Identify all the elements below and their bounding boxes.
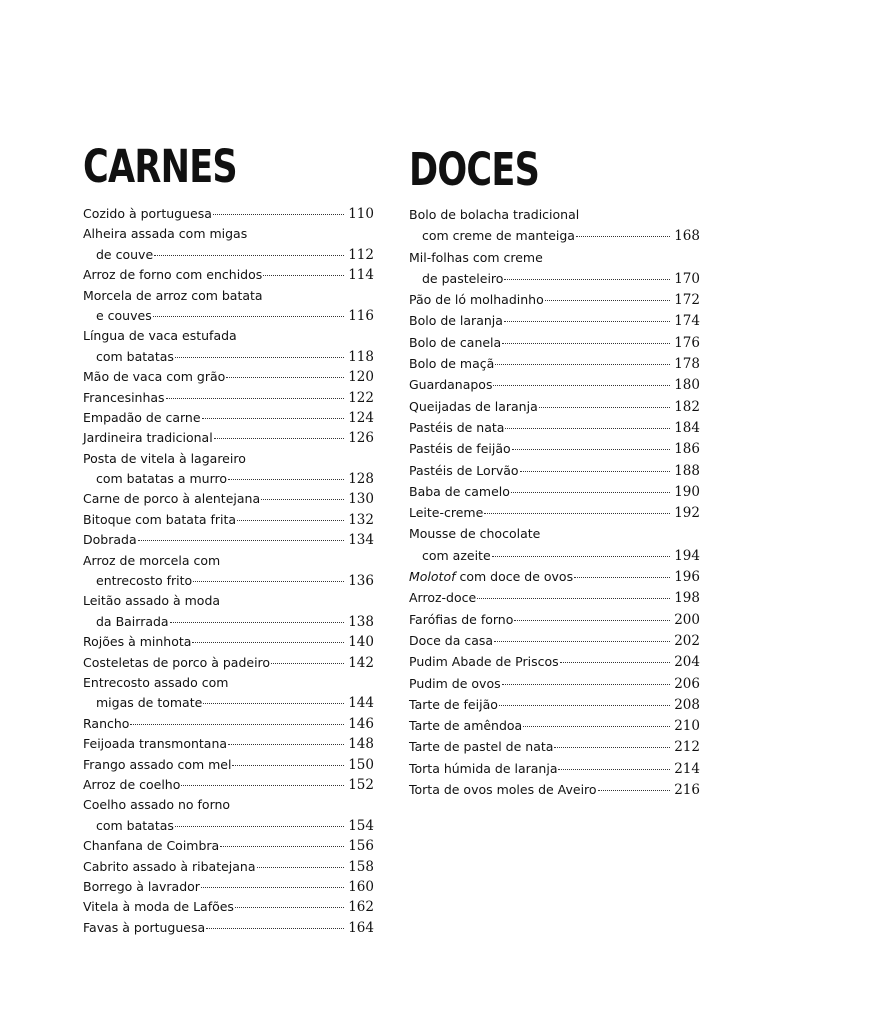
entry-line — [83, 899, 374, 919]
page-number: 118 — [348, 348, 374, 365]
entry-line — [409, 420, 700, 441]
entry-title: com azeite — [422, 547, 491, 563]
dot-leader — [213, 214, 344, 215]
toc-entry — [83, 390, 374, 410]
page-number: 188 — [674, 462, 700, 479]
entry-title: Rojões à minhota — [83, 634, 192, 650]
toc-entry — [83, 920, 374, 940]
page-number: 174 — [674, 313, 700, 330]
dot-leader — [499, 705, 670, 706]
dot-leader — [138, 540, 344, 541]
page-number: 112 — [348, 246, 374, 263]
page-number: 124 — [348, 409, 374, 426]
page-number: 196 — [674, 569, 700, 586]
entry-line — [409, 548, 700, 569]
entry-title: Língua de vaca estufada — [83, 328, 237, 344]
entry-line — [409, 313, 700, 334]
page-number: 168 — [674, 228, 700, 245]
dot-leader — [153, 316, 344, 317]
page-number: 192 — [674, 505, 700, 522]
entry-title: Doce da casa — [409, 632, 494, 648]
toc-entry — [83, 757, 374, 777]
entry-title: da Bairrada — [96, 613, 169, 629]
entry-line — [83, 614, 374, 634]
entry-line — [409, 356, 700, 377]
entry-line — [409, 463, 700, 484]
entry-title: Farófias de forno — [409, 611, 514, 627]
page-number: 162 — [348, 899, 374, 916]
page-number: 142 — [348, 654, 374, 671]
toc-entry — [409, 569, 700, 590]
dot-leader — [214, 438, 344, 439]
entry-title: Mousse de chocolate — [409, 526, 541, 542]
entry-title: Leite-creme — [409, 505, 484, 521]
entry-line — [409, 612, 700, 633]
dot-leader — [502, 343, 670, 344]
entry-title: Tarte de feijão — [409, 696, 498, 712]
entry-title: Arroz de coelho — [83, 776, 181, 792]
page-number: 138 — [348, 613, 374, 630]
toc-entry — [83, 226, 374, 267]
entry-title: Vitela à moda de Lafões — [83, 899, 234, 915]
entry-line — [409, 207, 700, 228]
entry-title: de pasteleiro — [422, 270, 504, 286]
entry-title: com creme de manteiga — [422, 228, 575, 244]
toc-entry — [83, 736, 374, 756]
dot-leader — [175, 826, 344, 827]
entry-line — [409, 399, 700, 420]
page-number: 170 — [674, 270, 700, 287]
entry-title: Alheira assada com migas — [83, 226, 248, 242]
toc-entry — [83, 859, 374, 879]
entry-line — [409, 441, 700, 462]
page-number: 198 — [674, 590, 700, 607]
entry-line — [409, 676, 700, 697]
dot-leader — [504, 321, 670, 322]
dot-leader — [484, 513, 670, 514]
dot-leader — [539, 407, 670, 408]
dot-leader — [154, 255, 344, 256]
page-number: 128 — [348, 471, 374, 488]
dot-leader — [235, 907, 344, 908]
dot-leader — [511, 492, 670, 493]
entry-line — [409, 590, 700, 611]
carnes-entry-list — [83, 206, 374, 940]
entry-line — [83, 430, 374, 450]
entry-title: Morcela de arroz com batata — [83, 287, 263, 303]
dot-leader — [228, 479, 344, 480]
dot-leader — [193, 581, 344, 582]
entry-line — [83, 695, 374, 715]
entry-title: Baba de camelo — [409, 483, 510, 499]
entry-title: Carne de porco à alentejana — [83, 491, 261, 507]
entry-line — [83, 675, 374, 695]
dot-leader — [206, 928, 344, 929]
entry-line — [83, 573, 374, 593]
dot-leader — [170, 622, 344, 623]
dot-leader — [558, 769, 670, 770]
toc-entry — [409, 782, 700, 803]
entry-title: com batatas a murro — [96, 471, 228, 487]
entry-title: Pastéis de feijão — [409, 441, 511, 457]
page-number: 154 — [348, 817, 374, 834]
page-number: 160 — [348, 878, 374, 895]
entry-line — [83, 328, 374, 348]
entry-line — [409, 377, 700, 398]
toc-entry — [83, 716, 374, 736]
page-number: 180 — [674, 377, 700, 394]
dot-leader — [166, 398, 344, 399]
dot-leader — [232, 765, 344, 766]
entry-title: Torta húmida de laranja — [409, 760, 558, 776]
entry-title: Frango assado com mel — [83, 756, 232, 772]
entry-title: Torta de ovos moles de Aveiro — [409, 782, 597, 798]
entry-title: Cabrito assado à ribatejana — [83, 858, 256, 874]
dot-leader — [598, 790, 670, 791]
dot-leader — [263, 275, 344, 276]
dot-leader — [574, 577, 670, 578]
dot-leader — [514, 620, 670, 621]
entry-title: Pastéis de Lorvão — [409, 462, 519, 478]
dot-leader — [130, 724, 344, 725]
page-number: 114 — [348, 267, 374, 284]
entry-line — [83, 512, 374, 532]
entry-line — [83, 777, 374, 797]
toc-entry — [409, 207, 700, 250]
entry-line — [83, 267, 374, 287]
toc-entry — [409, 654, 700, 675]
page-number: 172 — [674, 292, 700, 309]
entry-title: Posta de vitela à lagareiro — [83, 450, 246, 466]
dot-leader — [576, 236, 670, 237]
page-number: 208 — [674, 696, 700, 713]
entry-line — [83, 757, 374, 777]
toc-entry — [83, 553, 374, 594]
toc-entry — [409, 463, 700, 484]
dot-leader — [504, 279, 670, 280]
toc-entry — [409, 399, 700, 420]
entry-title: Entrecosto assado com — [83, 674, 229, 690]
entry-title: Chanfana de Coimbra — [83, 838, 220, 854]
entry-line — [83, 879, 374, 899]
entry-line — [409, 761, 700, 782]
toc-entry — [83, 430, 374, 450]
entry-title: Pudim Abade de Priscos — [409, 654, 559, 670]
entry-line — [83, 655, 374, 675]
entry-line — [83, 410, 374, 430]
entry-title: com batatas — [96, 817, 174, 833]
toc-entry — [409, 590, 700, 611]
entry-line — [83, 838, 374, 858]
entry-line — [409, 569, 700, 590]
dot-leader — [175, 357, 344, 358]
entry-title: Feijoada transmontana — [83, 736, 228, 752]
toc-entry — [83, 879, 374, 899]
entry-line — [83, 593, 374, 613]
entry-line — [409, 505, 700, 526]
toc-entry — [409, 356, 700, 377]
section-title-doces: DOCES — [409, 143, 540, 196]
page-number: 136 — [348, 573, 374, 590]
entry-title: Pão de ló molhadinho — [409, 292, 544, 308]
entry-line — [83, 390, 374, 410]
toc-entry — [409, 761, 700, 782]
entry-line — [409, 335, 700, 356]
dot-leader — [512, 449, 670, 450]
entry-title: entrecosto frito — [96, 573, 193, 589]
page-number: 214 — [674, 760, 700, 777]
dot-leader — [494, 641, 670, 642]
page-number: 120 — [348, 369, 374, 386]
toc-entry — [83, 634, 374, 654]
page-number: 202 — [674, 632, 700, 649]
entry-title: de couve — [96, 246, 154, 262]
entry-line — [409, 718, 700, 739]
italic-word: Molotof — [409, 569, 456, 585]
entry-title: Mão de vaca com grão — [83, 369, 226, 385]
entry-title: Tarte de pastel de nata — [409, 739, 554, 755]
page-number: 216 — [674, 782, 700, 799]
dot-leader — [226, 377, 344, 378]
entry-line — [83, 634, 374, 654]
dot-leader — [560, 662, 670, 663]
page-number: 134 — [348, 532, 374, 549]
dot-leader — [502, 684, 670, 685]
toc-entry — [83, 206, 374, 226]
page-number: 186 — [674, 441, 700, 458]
entry-title: Tarte de amêndoa — [409, 718, 523, 734]
page-number: 158 — [348, 858, 374, 875]
entry-line — [83, 471, 374, 491]
entry-title: Dobrada — [83, 532, 137, 548]
dot-leader — [237, 520, 344, 521]
entry-line — [409, 484, 700, 505]
entry-title: Molotof com doce de ovos — [409, 569, 574, 585]
page-number: 132 — [348, 511, 374, 528]
entry-line — [409, 654, 700, 675]
page-number: 140 — [348, 634, 374, 651]
entry-line — [83, 206, 374, 226]
entry-line — [83, 451, 374, 471]
page-number: 206 — [674, 675, 700, 692]
dot-leader — [554, 747, 670, 748]
page-number: 148 — [348, 736, 374, 753]
dot-leader — [520, 471, 670, 472]
toc-entry — [83, 328, 374, 369]
page-number: 182 — [674, 398, 700, 415]
page-number: 190 — [674, 483, 700, 500]
dot-leader — [492, 556, 670, 557]
entry-title: Pastéis de nata — [409, 419, 505, 435]
toc-entry — [409, 526, 700, 569]
entry-line — [83, 797, 374, 817]
entry-title: Bolo de canela — [409, 334, 502, 350]
dot-leader — [203, 703, 344, 704]
dot-leader — [192, 642, 344, 643]
page-number: 176 — [674, 334, 700, 351]
toc-entry — [409, 505, 700, 526]
entry-line — [83, 859, 374, 879]
dot-leader — [228, 744, 344, 745]
page-number: 150 — [348, 756, 374, 773]
toc-entry — [83, 491, 374, 511]
entry-title: Francesinhas — [83, 389, 165, 405]
entry-title: Borrego à lavrador — [83, 878, 200, 894]
toc-entry — [409, 313, 700, 334]
toc-entry — [409, 697, 700, 718]
entry-title: Bolo de laranja — [409, 313, 503, 329]
toc-entry — [83, 451, 374, 492]
toc-entry — [83, 288, 374, 329]
section-title-carnes: CARNES — [83, 140, 237, 193]
entry-title: Arroz de forno com enchidos — [83, 267, 263, 283]
toc-entry — [409, 633, 700, 654]
toc-entry — [409, 484, 700, 505]
toc-entry — [409, 718, 700, 739]
entry-line — [409, 782, 700, 803]
entry-line — [409, 271, 700, 292]
entry-line — [409, 697, 700, 718]
toc-entry — [83, 532, 374, 552]
page-number: 184 — [674, 419, 700, 436]
page-number: 178 — [674, 356, 700, 373]
entry-line — [83, 288, 374, 308]
entry-title: Arroz-doce — [409, 590, 477, 606]
entry-line — [409, 526, 700, 547]
entry-line — [83, 818, 374, 838]
entry-title: Bolo de maçã — [409, 356, 495, 372]
page-number: 200 — [674, 611, 700, 628]
entry-line — [83, 349, 374, 369]
page-number: 152 — [348, 776, 374, 793]
doces-entry-list — [409, 207, 700, 803]
entry-title: Leitão assado à moda — [83, 593, 221, 609]
entry-title: Coelho assado no forno — [83, 797, 231, 813]
entry-line — [83, 920, 374, 940]
toc-entry — [409, 441, 700, 462]
page-number: 204 — [674, 654, 700, 671]
page-number: 110 — [348, 206, 374, 222]
entry-line — [83, 736, 374, 756]
entry-title: Pudim de ovos — [409, 675, 501, 691]
toc-entry — [409, 250, 700, 293]
page-number: 156 — [348, 838, 374, 855]
entry-line — [83, 369, 374, 389]
dot-leader — [257, 867, 344, 868]
dot-leader — [523, 726, 670, 727]
dot-leader — [202, 418, 344, 419]
page-number: 210 — [674, 718, 700, 735]
toc-entry — [409, 676, 700, 697]
dot-leader — [505, 428, 670, 429]
toc-entry — [83, 899, 374, 919]
entry-line — [83, 308, 374, 328]
page-number: 130 — [348, 491, 374, 508]
page-number: 164 — [348, 919, 374, 936]
toc-entry — [83, 655, 374, 675]
toc-entry — [83, 369, 374, 389]
entry-line — [83, 247, 374, 267]
toc-entry — [83, 410, 374, 430]
toc-entry — [409, 377, 700, 398]
dot-leader — [493, 385, 670, 386]
entry-title: Favas à portuguesa — [83, 919, 206, 935]
dot-leader — [220, 846, 344, 847]
toc-entry — [83, 675, 374, 716]
entry-title: Bolo de bolacha tradicional — [409, 207, 580, 222]
entry-title: Cozido à portuguesa — [83, 206, 212, 221]
doces-column — [409, 140, 700, 803]
page-number: 116 — [348, 307, 374, 324]
entry-line — [409, 292, 700, 313]
entry-title: Jardineira tradicional — [83, 430, 213, 446]
toc-entry — [83, 797, 374, 838]
entry-title: Arroz de morcela com — [83, 552, 221, 568]
entry-title: Costeletas de porco à padeiro — [83, 654, 271, 670]
page-number: 194 — [674, 547, 700, 564]
toc-entry — [409, 420, 700, 441]
toc-entry — [83, 838, 374, 858]
page-number: 122 — [348, 389, 374, 406]
toc-entry — [409, 612, 700, 633]
entry-line — [83, 716, 374, 736]
toc-entry — [409, 292, 700, 313]
dot-leader — [545, 300, 670, 301]
page-number: 144 — [348, 695, 374, 712]
toc-entry — [83, 267, 374, 287]
page-number: 212 — [674, 739, 700, 756]
dot-leader — [261, 499, 344, 500]
entry-title: Mil-folhas com creme — [409, 249, 543, 265]
toc-entry — [83, 593, 374, 634]
entry-title: com batatas — [96, 348, 174, 364]
entry-line — [83, 226, 374, 246]
entry-title: Bitoque com batata frita — [83, 511, 237, 527]
dot-leader — [477, 598, 670, 599]
carnes-column — [83, 140, 374, 940]
dot-leader — [201, 887, 344, 888]
toc-entry — [83, 777, 374, 797]
entry-title: migas de tomate — [96, 695, 203, 711]
entry-line — [409, 739, 700, 760]
entry-title: Guardanapos — [409, 377, 493, 393]
page-number: 146 — [348, 715, 374, 732]
entry-line — [409, 633, 700, 654]
dot-leader — [181, 785, 344, 786]
entry-title: Queijadas de laranja — [409, 398, 538, 414]
toc-entry — [83, 512, 374, 532]
toc-entry — [409, 739, 700, 760]
toc-entry — [409, 335, 700, 356]
entry-title: Rancho — [83, 715, 130, 731]
entry-line — [409, 250, 700, 271]
entry-title: e couves — [96, 307, 152, 323]
entry-line — [83, 532, 374, 552]
entry-title: Empadão de carne — [83, 409, 201, 425]
page-number: 126 — [348, 430, 374, 447]
entry-line — [409, 228, 700, 249]
entry-line — [83, 553, 374, 573]
dot-leader — [495, 364, 670, 365]
entry-line — [83, 491, 374, 511]
dot-leader — [271, 663, 344, 664]
